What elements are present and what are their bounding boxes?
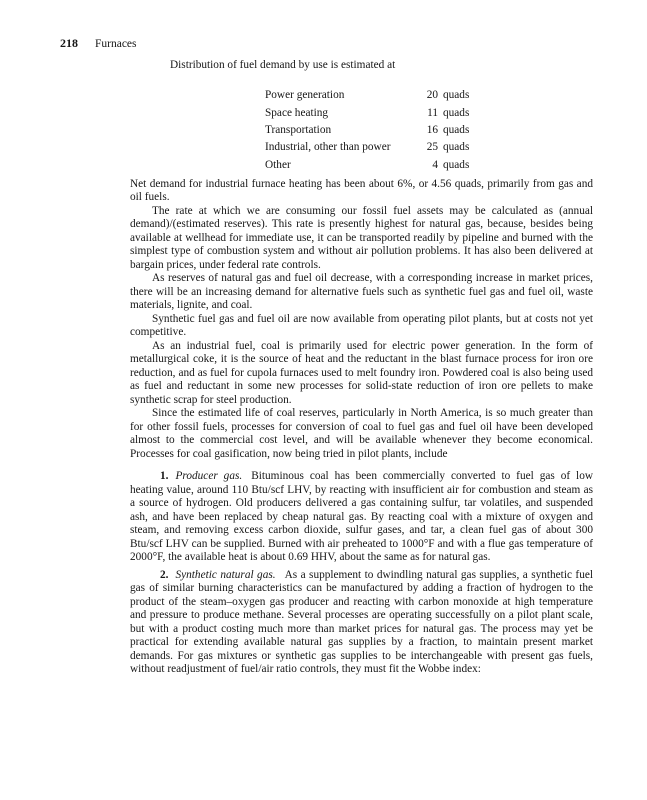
table-row bbox=[265, 139, 593, 156]
item-number: 2. bbox=[160, 568, 169, 581]
table-row bbox=[265, 87, 593, 104]
item-text: Bituminous coal has been commercially converted to fuel gas of low heating value, around 110 Btu/scf LHV, by reacting with insufficient air for combustion and steam as a source of hydrogen. Old producers delivered a gas containing sulfur, tar volatiles, and suspended ash, and have been replaced by cheap natural gas. By reacting coal with a mixture of oxygen and steam, and removing excess carbon dioxide, sulfur gases, and tar, a clean fuel gas of about 300 Btu/scf LHV can be supplied. Burned with air preheated to 1000°F and with a flue gas temperature of 2000°F, the available heat is about 0.69 HHV, about the same as for natural gas. bbox=[130, 470, 594, 564]
intro-line: Distribution of fuel demand by use is estimated at bbox=[170, 59, 396, 71]
row-label: Space heating bbox=[265, 106, 329, 119]
paragraph-industrial-coal: As an industrial fuel, coal is primarily used for electric power generation. In the form of metallurgical coke, it is the source of heat and the reductant in the blast furnace process for iron ore reduction, and as fuel for cupola furnaces used to melt foundry iron. Powdered coal is also being used as fuel and reductant in some new processes for solid-state reduction of iron ore pellets to make synthetic scrap for steel production. bbox=[130, 339, 593, 406]
table-row bbox=[265, 157, 593, 174]
row-label: Other bbox=[265, 158, 291, 171]
paragraph-consumption-rate: The rate at which we are consuming our fossil fuel assets may be calculated as (annual demand)/(estimated reserves). This rate is presently highest for natural gas, because, besides being available at wellhead for immediate use, it can be transported readily by pipeline and burned with the simplest type of combustion system and without air pollution problems. It has also been delivered at bargain prices, under federal rate controls. bbox=[130, 204, 593, 271]
row-label: Power generation bbox=[265, 89, 345, 102]
table-row bbox=[265, 122, 593, 139]
row-value: 4 bbox=[432, 158, 438, 171]
paragraph-net-demand: Net demand for industrial furnace heating has been about 6%, or 4.56 quads, primarily from gas and oil fuels. bbox=[130, 177, 593, 204]
item-text: As a supplement to dwindling natural gas supplies, a synthetic fuel gas of similar burning characteristics can be manufactured by adding a fraction of hydrogen to the product of the steam–oxygen gas producer and reacting with carbon monoxide at high temperature and pressure to produce methane. Several processes are operating successfully on a pilot plant scale, but with a product costing much more than market prices for natural gas. The process may yet be practical for extending available natural gas supplies by a fraction, to maintain present market demands. For gas mixtures or synthetic gas supplies to be interchangeable with present gas fuels, without readjustment of fuel/air ratio controls, they must fit the Wobbe index: bbox=[130, 568, 593, 676]
paragraph-pilot-plants: Synthetic fuel gas and fuel oil are now available from operating pilot plants, but at costs not yet competitive. bbox=[130, 312, 593, 339]
list-item-producer-gas bbox=[130, 470, 593, 565]
running-head: Furnaces bbox=[95, 38, 137, 50]
row-unit: quads bbox=[443, 158, 470, 171]
row-unit: quads bbox=[443, 124, 470, 136]
row-unit: quads bbox=[443, 89, 470, 102]
fuel-demand-table bbox=[265, 87, 593, 173]
row-label: Industrial, other than power bbox=[265, 141, 391, 154]
row-unit: quads bbox=[443, 106, 470, 119]
item-number: 1. bbox=[160, 470, 169, 483]
item-term: Synthetic natural gas. bbox=[175, 568, 276, 581]
page-header bbox=[60, 36, 137, 51]
row-value: 11 bbox=[427, 106, 438, 119]
page-number: 218 bbox=[60, 36, 78, 50]
row-unit: quads bbox=[443, 141, 470, 154]
item-term: Producer gas. bbox=[175, 470, 243, 483]
paragraph-coal-reserves: Since the estimated life of coal reserves, particularly in North America, is so much greater than for other fossil fuels, processes for conversion of coal to fuel gas and fuel oil have been developed almost to the commercial cost level, and will be available whenever they become economical. Processes for coal gasification, now being tried in pilot plants, include bbox=[130, 407, 593, 460]
row-label: Transportation bbox=[265, 124, 332, 136]
row-value: 25 bbox=[426, 141, 438, 154]
paragraph-reserves-decrease: As reserves of natural gas and fuel oil decrease, with a corresponding increase in market prices, there will be an increasing demand for alternative fuels such as synthetic fuel gas and fuel oil, waste materials, lignite, and coal. bbox=[130, 272, 593, 312]
table-row bbox=[265, 105, 593, 122]
row-value: 16 bbox=[426, 124, 438, 136]
list-item-synthetic-natural-gas bbox=[130, 569, 593, 677]
page-content bbox=[130, 59, 593, 677]
row-value: 20 bbox=[426, 89, 438, 102]
